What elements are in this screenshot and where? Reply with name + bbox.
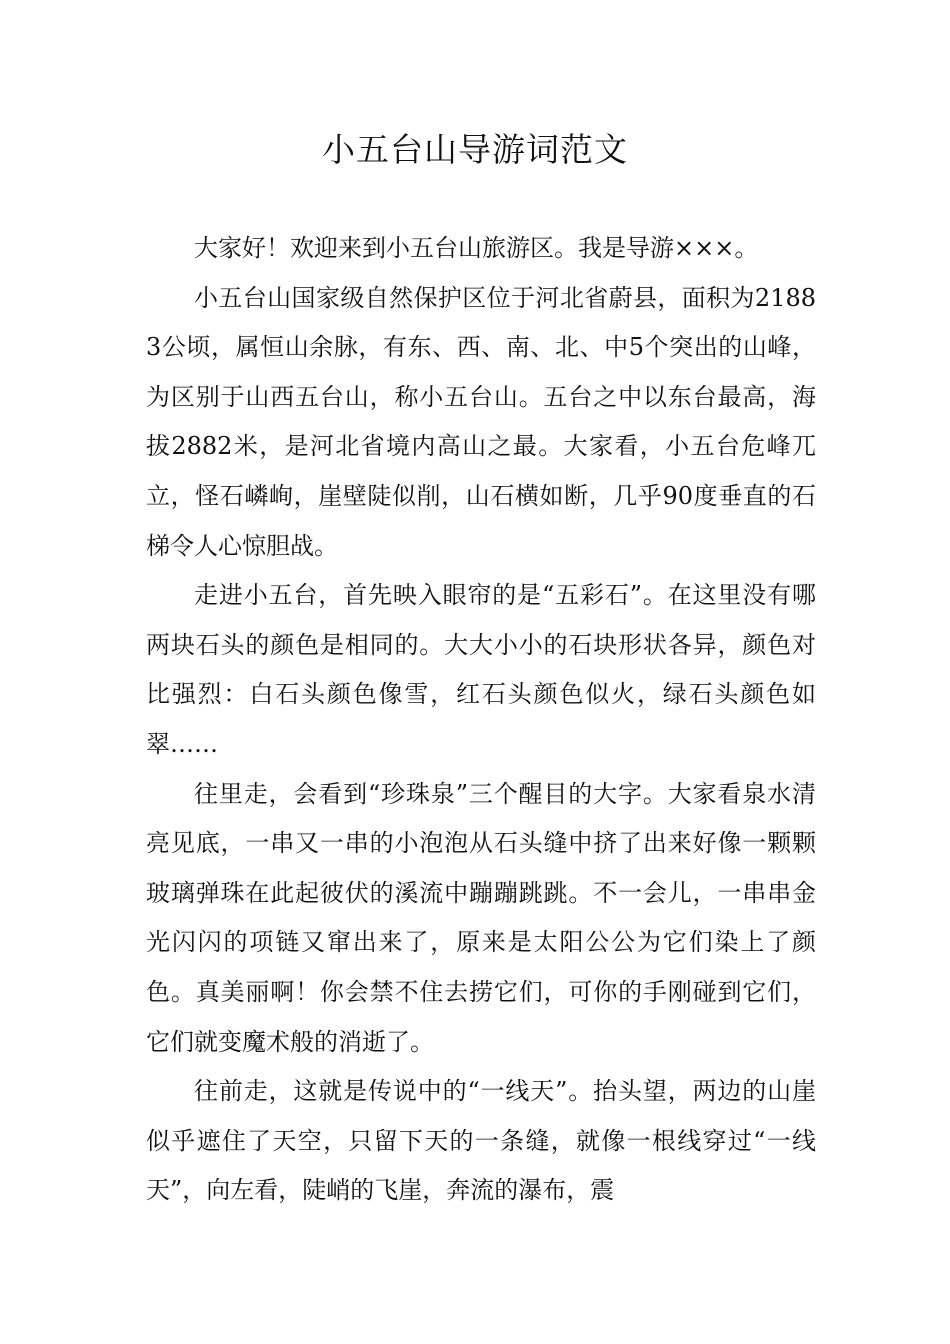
- document-title: 小五台山导游词范文: [322, 130, 628, 169]
- paragraph-greeting: 大家好！欢迎来到小五台山旅游区。我是导游×××。: [194, 234, 759, 262]
- paragraph-one-line-sky: 往前走，这就是传说中的“一线天”。抬头望，两边的山崖似乎遮住了天空，只留下天的一条缝，就像一根线穿过“一线天”，向左看，陡峭的飞崖，奔流的瀑布，震: [146, 1077, 816, 1205]
- document-body: [146, 224, 816, 1216]
- paragraph-pearl-spring: 往里走，会看到“珍珠泉”三个醒目的大字。大家看泉水清亮见底，一串又一串的小泡泡从石头缝中挤了出来好像一颗颗玻璃弹珠在此起彼伏的溪流中蹦蹦跳跳。不一会儿，一串串金光闪闪的项链又窜出来了，原来是太阳公公为它们染上了颜色。真美丽啊！你会禁不住去捞它们，可你的手刚碰到它们，它们就变魔术般的消逝了。: [146, 779, 816, 1056]
- paragraph-reserve-intro: 小五台山国家级自然保护区位于河北省蔚县，面积为21883公顷，属恒山余脉，有东、西、南、北、中5个突出的山峰，为区别于山西五台山，称小五台山。五台之中以东台最高，海拔2882米，是河北省境内高山之最。大家看，小五台危峰兀立，怪石嶙峋，崖壁陡似削，山石横如断，几乎90度垂直的石梯令人心惊胆战。: [146, 283, 816, 560]
- paragraph-colorful-stones: 走进小五台，首先映入眼帘的是“五彩石”。在这里没有哪两块石头的颜色是相同的。大大小小的石块形状各异，颜色对比强烈：白石头颜色像雪，红石头颜色似火，绿石头颜色如翠……: [146, 581, 816, 758]
